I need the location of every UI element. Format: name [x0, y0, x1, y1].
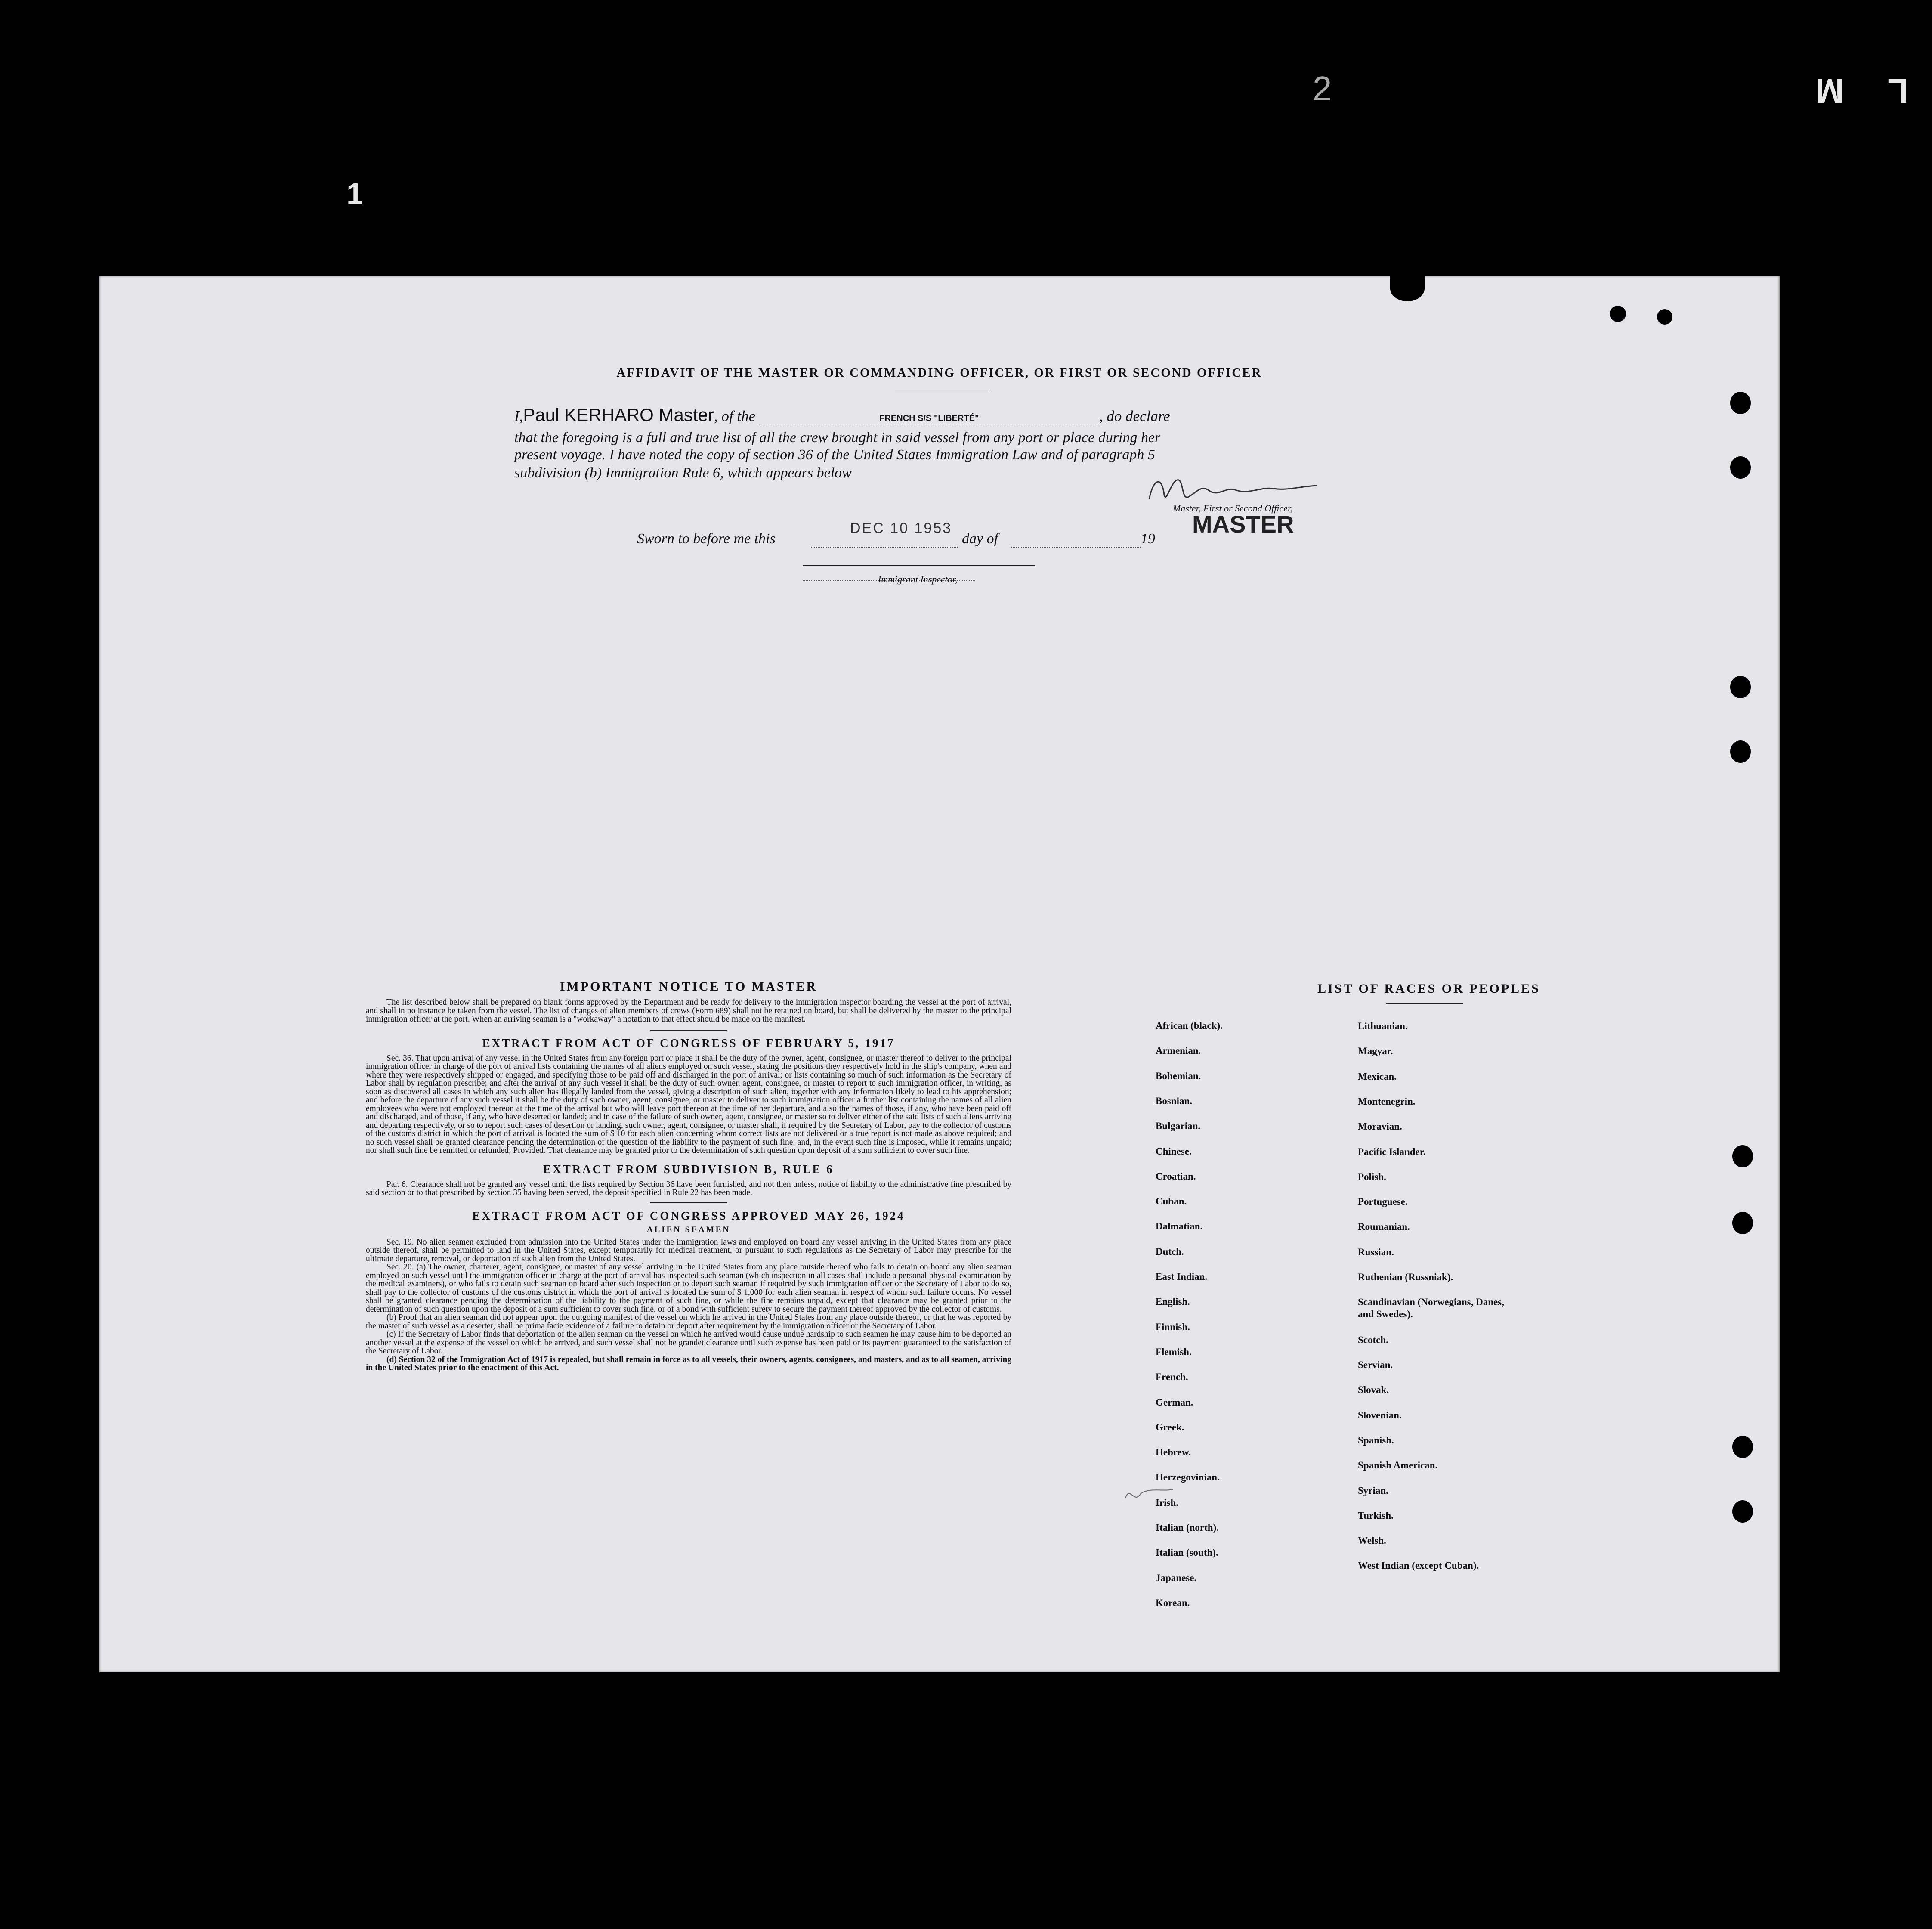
race-item: Lithuanian. [1358, 1021, 1408, 1031]
race-item: Mexican. [1358, 1071, 1397, 1082]
race-item: East Indian. [1156, 1271, 1208, 1282]
vessel-name: FRENCH S/S "LIBERTÉ" [759, 414, 1099, 424]
sworn-text: Sworn to before me this [637, 531, 776, 547]
alien-seamen-subtitle: ALIEN SEAMEN [646, 1225, 731, 1234]
race-item: Russian. [1358, 1246, 1394, 1257]
race-item: Bohemian. [1156, 1070, 1201, 1081]
punch-hole [1732, 1212, 1753, 1234]
race-item: Turkish. [1358, 1510, 1394, 1521]
race-item: Pacific Islander. [1358, 1146, 1426, 1157]
punch-hole [1730, 676, 1751, 698]
sec-20c: (c) If the Secretary of Labor finds that deportation of the alien seaman on the vessel on which he arrived would cause undue hardship to such seamen he may cause him to be deported an another vessel at the expense of the vessel on which he arrived, and such vessel shall not be grandet clearance until such expense has been paid or its payment guaranteed to the satisfaction of the Secretary of Labor. [366, 1330, 1011, 1356]
race-item: Flemish. [1156, 1346, 1192, 1357]
race-item: Cuban. [1156, 1196, 1187, 1207]
race-item: Dalmatian. [1156, 1221, 1203, 1232]
race-item: Italian (north). [1156, 1522, 1219, 1533]
race-item: West Indian (except Cuban). [1358, 1560, 1479, 1571]
race-item: Magyar. [1358, 1046, 1393, 1057]
race-item: Hebrew. [1156, 1447, 1191, 1458]
race-item: Korean. [1156, 1597, 1190, 1608]
race-item: Croatian. [1156, 1170, 1196, 1182]
race-item: Servian. [1358, 1359, 1393, 1371]
extract-1917-body: Sec. 36. That upon arrival of any vessel in the United States from any foreign port or place it shall be the duty of the owner, agent, consignee, or master thereof to deliver to the principal immigration officer in charge of the port of arrival lists containing the names of all aliens employed on such vessel, stating the positions they respectively hold in the ship's company, when and where they were respectively shipped or engaged, and specifying those to be paid off and discharged in the port of arrival; or lists containing so much of such information as the Secretary of Labor shall by regulation prescribe; and after the arrival of any such vessel it shall be the duty of such owner, agent, consignee, or master to report to such immigration officer, in writing, as soon as discovered all cases in which any such alien has illegally landed from the vessel, giving a description of such alien, together with any information likely to lead to his apprehension; and before the departure of any such vessel it shall be the duty of such owner, agent, consignee, or master to deliver to such immigration officer a further list containing the names of all alien employees who were not employed thereon at the time of the arrival but who will leave port thereon at the time of her departure, and also the names of those, if any, who have been paid off and discharged, and of those, if any, who have deserted or landed; and in case of the failure of such owner, agent, consignee, or master so to deliver either of the said lists of such aliens arriving and departing respectively, or so to report such cases of desertion or landing, such owner, agent, consignee, or master shall, if required by the Secretary of Labor, pay to the collector of customs of the customs district in which the port of arrival is located the sum of $ 10 for each alien concerning whom correct lists are not delivered or a true report is not made as above required; and no such vessel shall be granted clearance pending the determination of the question of the liability to the payment of such fine, and, in the event such fine is imposed, while it remains unpaid; nor shall such fine be remitted or refunded; Provided. That clearance may be granted prior to the determination of such question upon deposit of a sum sufficient to cover such fine. [366, 1053, 1011, 1155]
affidavit-title: AFFIDAVIT OF THE MASTER OR COMMANDING OFFICER, OR FIRST OR SECOND OFFICER [616, 366, 1262, 380]
extract-rule6-title: EXTRACT FROM SUBDIVISION B, RULE 6 [543, 1162, 834, 1176]
race-item: French. [1156, 1372, 1188, 1383]
frame-number: 1 [346, 177, 363, 211]
race-item: Ruthenian (Russniak). [1358, 1272, 1453, 1282]
race-item: Slovak. [1358, 1384, 1389, 1396]
race-item: Dutch. [1156, 1246, 1184, 1257]
sec-20d: (d) Section 32 of the Immigration Act of 1917 is repealed, but shall remain in force as to all vessels, their owners, agents, consignees, and masters, and as to all seamen, arriving in the United States prior to the enactment of this Act. [366, 1355, 1011, 1372]
race-item: Bosnian. [1156, 1095, 1193, 1106]
master-name: Paul KERHARO Master [523, 405, 714, 425]
punch-hole [1732, 1500, 1753, 1523]
punch-hole [1390, 276, 1425, 301]
race-item: Welsh. [1358, 1535, 1386, 1546]
race-item: Portuguese. [1358, 1196, 1408, 1208]
rank-stamp: MASTER [1192, 511, 1294, 538]
race-item: Bulgarian. [1156, 1121, 1201, 1132]
affidavit-line4: subdivision (b) Immigration Rule 6, which appears below [514, 465, 852, 481]
race-item: Syrian. [1358, 1485, 1388, 1496]
punch-hole [1732, 1145, 1753, 1167]
race-item: Italian (south). [1156, 1547, 1218, 1558]
race-item: Armenian. [1156, 1045, 1201, 1056]
affiant-prefix: I, [514, 408, 523, 424]
race-item: African (black). [1156, 1020, 1223, 1031]
sec-20a: Sec. 20. (a) The owner, charterer, agent, consignee, or master of any vessel arriving in the United States from any place outside thereof who fails to detain on board any alien seaman employed on such vessel until the immigration officer in charge at the port of arrival has inspected such seaman (which inspection in all cases shall include a personal physical examination by the medical examiners), or who fails to detain such seaman on board after such inspection or to deport such seaman if required by such immigration officer or the Secretary of Labor to do so, shall pay to the collector of customs of the customs district in which the port of arrival is located the sum of $ 1,000 for each alien seaman in respect of whom such failure occurs. No vessel shall be granted clearance pending the determination of the liability to the payment of such fine, or while the fine remains unpaid, except that clearance may be granted prior to the determination of such question upon the deposit of a sum sufficient to cover such fine, or of a bond with sufficient surety to secure the payment thereof approved by the collector of customs. [366, 1263, 1011, 1314]
affidavit-line2: that the foregoing is a full and true list of all the crew brought in said vessel from any port or place during her [514, 430, 1161, 446]
sec-20b: (b) Proof that an alien seaman did not appear upon the outgoing manifest of the vessel on which he arrived in the United States from any place outside thereof, or that he was reported by the master of such vessel as a deserter, shall be prima facie evidence of a failure to detain or deport after requirement by the immigration officer or the Secretary of Labor. [366, 1313, 1011, 1331]
do-declare-text: , do declare [1099, 408, 1170, 424]
divider [650, 1202, 727, 1203]
inspector-signature-line [803, 565, 1035, 566]
race-item: Irish. [1156, 1497, 1179, 1508]
race-item: Spanish. [1358, 1434, 1394, 1446]
day-of-text: day of [962, 531, 998, 547]
film-corner-code: L M [1798, 72, 1908, 110]
race-item: Polish. [1358, 1171, 1386, 1182]
divider [650, 1030, 727, 1031]
extract-1917-title: EXTRACT FROM ACT OF CONGRESS OF FEBRUARY 5, 1917 [482, 1036, 895, 1050]
race-item: Japanese. [1156, 1572, 1197, 1583]
of-the-text: of the [721, 408, 756, 424]
extract-rule6-body: Par. 6. Clearance shall not be granted any vessel until the lists required by Section 36 have been furnished, and not then unless, notice of liability to the administrative fine prescribed by said section or to that prescribed by section 35 having been served, the deposit specified in Rule 22 has been made. [366, 1180, 1011, 1197]
pencil-mark: 2 [1313, 69, 1332, 108]
signature-caption: Master, First or Second Officer, [1173, 503, 1293, 514]
punch-hole [1610, 306, 1626, 322]
document-page [99, 276, 1780, 1672]
race-item: Moravian. [1358, 1121, 1402, 1132]
race-item: Scotch. [1358, 1334, 1388, 1345]
affidavit-line3: present voyage. I have noted the copy of section 36 of the United States Immigration Law and of paragraph 5 [514, 447, 1155, 463]
year-prefix: 19 [1141, 531, 1155, 547]
legal-notices [366, 979, 1011, 1372]
sec-19: Sec. 19. No alien seamen excluded from admission into the United States under the immigration laws and employed on board any vessel arriving in the United States from any place outside thereof, shall be permitted to land in the United States, except temporarily for medical treatment, or pursuant to such regulations as the Secretary of Labor may prescribe for the ultimate departure, removal, or deportation of such alien from the United States. [366, 1237, 1011, 1263]
race-item: Montenegrin. [1358, 1096, 1416, 1107]
punch-hole [1730, 740, 1751, 763]
punch-hole [1730, 456, 1751, 479]
race-item: Spanish American. [1358, 1460, 1438, 1471]
race-item: Herzegovinian. [1156, 1472, 1220, 1483]
race-item: Finnish. [1156, 1321, 1190, 1332]
race-item: Greek. [1156, 1421, 1184, 1433]
punch-hole [1657, 309, 1672, 325]
extract-1924-title: EXTRACT FROM ACT OF CONGRESS APPROVED MAY 26, 1924 [472, 1209, 905, 1222]
races-title-rule [1386, 1003, 1463, 1004]
date-stamp: DEC 10 1953 [850, 520, 952, 536]
notice-title: IMPORTANT NOTICE TO MASTER [560, 979, 818, 994]
punch-hole [1732, 1436, 1753, 1458]
race-item: Roumanian. [1358, 1221, 1410, 1232]
notice-body: The list described below shall be prepared on blank forms approved by the Department and be ready for delivery to the immigration inspector boarding the vessel at the port of arrival, and shall in no instance be taken from the vessel. The list of changes of alien members of crews (Form 689) shall not be retained on board, but shall be delivered by the master to the principal immigration officer at the port. When an arriving seaman is a "workaway" a notation to that effect should be made on the manifest. [366, 998, 1011, 1024]
races-title: LIST OF RACES OR PEOPLES [1317, 982, 1540, 996]
punch-hole [1730, 392, 1751, 414]
month-blank [1011, 547, 1141, 548]
inspector-caption: Immigrant Inspector, [878, 574, 958, 585]
race-item: Chinese. [1156, 1146, 1192, 1157]
race-item: Scandinavian (Norwegians, Danes, and Swedes). [1358, 1297, 1504, 1320]
race-item: German. [1156, 1396, 1193, 1408]
affidavit-line1: I,Paul KERHARO Master, of the FRENCH S/S "LIBERTÉ" , do declare [514, 405, 1170, 425]
day-blank [811, 547, 958, 548]
race-item: Slovenian. [1358, 1409, 1402, 1421]
race-item: English. [1156, 1296, 1190, 1307]
